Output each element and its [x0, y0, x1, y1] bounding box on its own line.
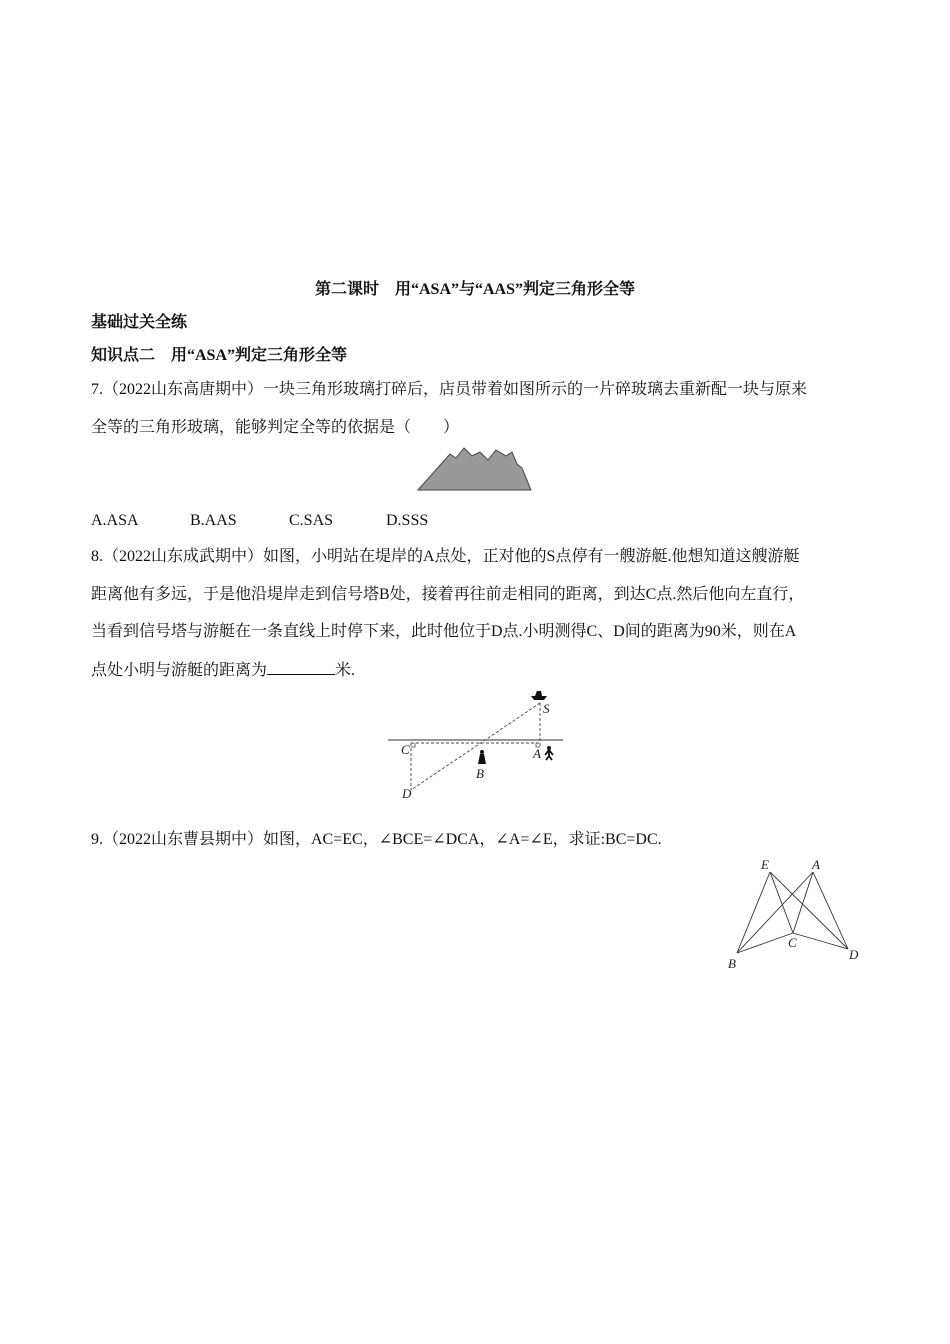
label-a9: A [812, 857, 820, 872]
q9-text-line-1: 9.（2022山东曹县期中）如图，AC=EC，∠BCE=∠DCA，∠A=∠E，求证:BC=DC. [91, 831, 662, 848]
q7-option-a: A.ASA [91, 512, 139, 529]
label-b9: B [728, 956, 736, 971]
segment-bc [737, 933, 793, 953]
segment-ec [770, 872, 793, 933]
q7-option-c: C.SAS [289, 512, 334, 529]
label-d9: D [849, 947, 859, 962]
glass-shard [418, 448, 531, 490]
q7-option-b: B.AAS [190, 512, 237, 529]
label-b: B [476, 766, 484, 781]
q8-text-line-2: 距离他有多远，于是他沿堤岸走到信号塔B处，接着再往前走相同的距离，到达C点.然后他向左直行， [91, 586, 805, 603]
knowledge-point-heading: 知识点二 用“ASA”判定三角形全等 [91, 347, 348, 364]
q8-text-line-3: 当看到信号塔与游艇在一条直线上时停下来，此时他位于D点.小明测得C、D间的距离为90米，则在A [91, 623, 797, 640]
label-a: A [533, 746, 541, 761]
riverbank-figure [385, 688, 565, 802]
q8-line-4-unit: 米. [335, 662, 356, 679]
right-angle-c [411, 743, 415, 747]
triangles-figure [722, 852, 867, 974]
person-icon [545, 746, 553, 760]
q7-text-line-2: 全等的三角形玻璃，能够判定全等的依据是（ ） [91, 419, 460, 436]
broken-glass-figure [414, 446, 536, 494]
signal-tower-icon [478, 750, 486, 764]
yacht-icon [531, 691, 547, 700]
q7-text-line-1: 7.（2022山东高唐期中）一块三角形玻璃打碎后，店员带着如图所示的一片碎玻璃去重新配一块与原来 [91, 381, 808, 398]
segment-ac [793, 872, 813, 933]
segment-eb [737, 872, 770, 953]
label-s: S [543, 701, 550, 716]
page-title: 第二课时 用“ASA”与“AAS”判定三角形全等 [314, 281, 636, 298]
q8-text-line-1: 8.（2022山东成武期中）如图，小明站在堤岸的A点处，正对他的S点停有一艘游艇.他想知道这艘游艇 [91, 548, 800, 565]
label-d: D [402, 786, 412, 801]
section-heading: 基础过关全练 [91, 314, 188, 331]
label-e: E [761, 857, 769, 872]
segment-ad [813, 872, 848, 949]
q8-text-line-4 [91, 660, 355, 681]
q8-line-4-text: 点处小明与游艇的距离为 [91, 662, 268, 679]
label-c: C [401, 742, 410, 757]
label-c9: C [788, 935, 797, 950]
answer-blank [267, 660, 335, 675]
q7-option-d: D.SSS [386, 512, 429, 529]
